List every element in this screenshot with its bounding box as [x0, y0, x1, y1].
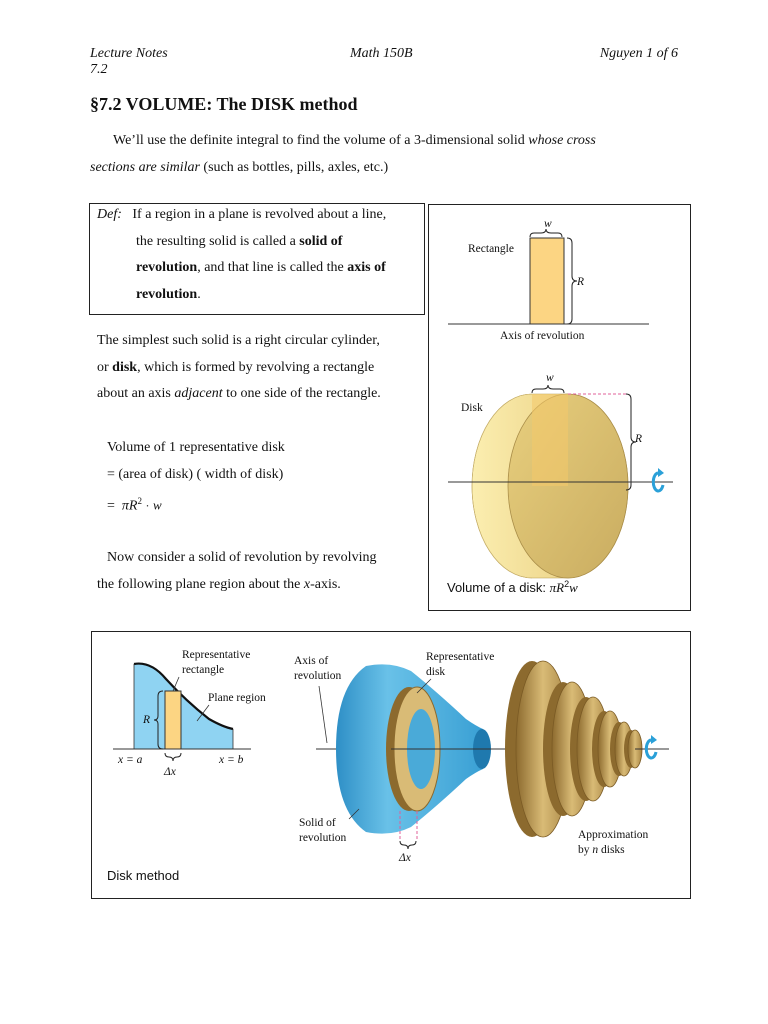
cylinder-term-adjacent: adjacent	[174, 386, 223, 401]
rep-rect-label-2: rectangle	[182, 664, 225, 676]
solid-label-1: Solid of	[299, 817, 336, 829]
plane-region	[134, 664, 233, 749]
header-section-number: 7.2	[90, 62, 108, 77]
volume-dot: ·	[145, 498, 150, 513]
definition-line-2a: the resulting solid is called a	[136, 233, 300, 249]
approx-label-2	[578, 844, 625, 856]
volume-line-1: Volume of 1 representative disk	[107, 440, 285, 455]
volume-R: R	[128, 498, 138, 514]
consider-line-1: Now consider a solid of revolution by revolving	[107, 550, 377, 565]
header-course-label: Lecture Notes	[90, 46, 168, 61]
left-dx-brace	[165, 753, 181, 761]
definition-line-1: If a region in a plane is revolved about a line,	[132, 207, 387, 222]
left-R-label: R	[143, 714, 151, 726]
definition-term-revolution: revolution	[136, 260, 198, 275]
fig1-w2-label: w	[546, 372, 554, 384]
intro-italic-1: whose cross	[528, 133, 596, 148]
intro-text-2: (such as bottles, pills, axles, etc.)	[199, 159, 389, 175]
definition-line-3b: , and that line is called the	[197, 260, 348, 275]
fig1-w-label: w	[544, 218, 552, 230]
figure-disk-method	[91, 631, 691, 899]
approx-by: by	[578, 844, 593, 856]
fig1-R-label: R	[577, 276, 585, 288]
cylinder-line-2a: or	[97, 359, 113, 375]
solid-label-2: revolution	[299, 832, 347, 844]
definition-term-axis: axis of	[347, 260, 386, 275]
approx-n: n	[592, 844, 599, 856]
rep-disk-label-2: disk	[426, 666, 446, 678]
definition-period: .	[197, 286, 201, 302]
fig1-caption	[447, 579, 578, 595]
header-left	[90, 46, 168, 78]
volume-equals: =	[107, 498, 115, 514]
middle-dx-label: Δx	[399, 852, 411, 864]
fig1-axis-label: Axis of revolution	[500, 330, 585, 342]
fig1-caption-w: w	[569, 580, 578, 595]
x-equals-b-label: x = b	[219, 754, 244, 766]
intro-text-1: We’ll use the definite integral to find the volume of a 3-dimensional solid	[113, 133, 529, 148]
fig1-w-brace	[530, 229, 562, 237]
header-course: Math 150B	[350, 46, 413, 61]
volume-formula-block	[107, 435, 427, 520]
page-title: §7.2 VOLUME: The DISK method	[90, 94, 358, 114]
fig1-rectangle-label: Rectangle	[468, 243, 514, 255]
axis-label-2: revolution	[294, 670, 342, 682]
x-equals-a-label: x = a	[118, 754, 143, 766]
fig1-R-brace	[567, 238, 577, 324]
definition-term-revolution-2: revolution	[136, 286, 198, 302]
consider-line-2b: -axis.	[310, 577, 341, 592]
approximation-disks	[505, 661, 642, 837]
consider-line-2a: the following plane region about the	[97, 577, 304, 592]
cylinder-line-1: The simplest such solid is a right circular cylinder,	[97, 333, 380, 348]
fig1-w2-brace	[532, 385, 564, 393]
fig1-R2-label: R	[635, 433, 643, 445]
intro-italic-2: sections are similar	[90, 159, 200, 175]
consider-paragraph	[107, 545, 427, 572]
intro-paragraph	[90, 128, 690, 181]
header-page-info: Nguyen 1 of 6	[599, 46, 678, 61]
approx-label-1: Approximation	[578, 829, 649, 841]
cylinder-line-3a: about an axis	[97, 386, 175, 401]
fig2-caption: Disk method	[107, 868, 180, 883]
cylinder-term-disk: disk	[112, 359, 138, 375]
definition-term-solid: solid of	[299, 233, 343, 249]
left-dx-label: Δx	[164, 766, 176, 778]
figure-disk	[428, 204, 691, 611]
representative-rectangle	[165, 691, 181, 749]
approx-disks: disks	[598, 844, 625, 856]
cylinder-paragraph	[97, 328, 427, 408]
middle-dx-brace	[400, 841, 416, 849]
fig1-disk-label: Disk	[461, 402, 483, 414]
volume-pi: π	[121, 498, 129, 514]
cylinder-line-3c: to one side of the rectangle.	[222, 386, 381, 401]
volume-line-3	[107, 488, 427, 520]
fig1-caption-R: R	[556, 580, 565, 595]
consider-paragraph-2	[97, 572, 427, 599]
consider-x: x	[303, 577, 311, 592]
definition-label: Def:	[97, 207, 122, 222]
fig1-rectangle	[530, 238, 564, 324]
volume-exponent: 2	[137, 496, 142, 506]
fig1-disk-rectangle	[532, 394, 568, 486]
rep-disk-label-1: Representative	[426, 651, 495, 663]
definition-text	[97, 202, 422, 308]
cylinder-line-2c: , which is formed by revolving a rectangle	[137, 359, 375, 375]
rep-rect-label-1: Representative	[182, 649, 251, 661]
axis-label-1: Axis of	[294, 655, 329, 667]
volume-w: w	[152, 497, 162, 513]
volume-line-2: = (area of disk) ( width of disk)	[107, 466, 284, 482]
fig1-caption-exp: 2	[564, 579, 570, 589]
fig1-caption-text: Volume of a disk:	[447, 580, 550, 595]
fig1-caption-pi: π	[549, 580, 557, 595]
plane-region-label: Plane region	[208, 692, 266, 704]
